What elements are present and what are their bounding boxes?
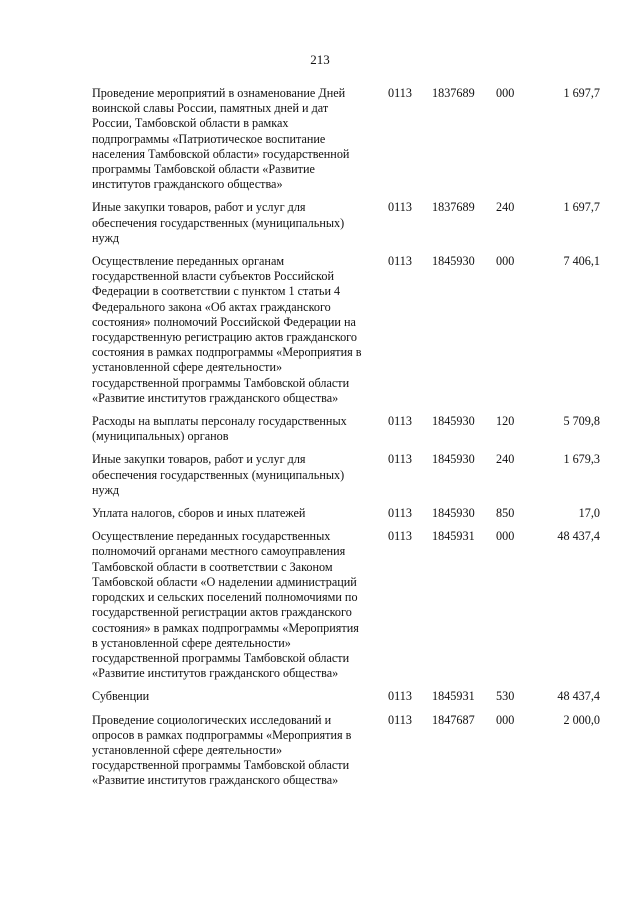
row-section-code: 0113 (388, 506, 412, 521)
table-row (92, 689, 600, 704)
table-row (92, 254, 600, 406)
row-name: Субвенции (92, 689, 150, 704)
row-name: Уплата налогов, сборов и иных платежей (92, 506, 306, 521)
row-amount: 1 697,7 (563, 86, 600, 100)
row-name: Иные закупки товаров, работ и услуг для обеспечения государственных (муниципальных) нужд (92, 200, 345, 245)
row-article-code: 1837689 (432, 200, 475, 215)
row-article-code: 1845930 (432, 506, 475, 521)
row-name: Осуществление переданных органам государственной власти субъектов Российской Федерации в соответствии с пунктом 1 статьи 4 Федерального закона «Об актах гражданского состояния» полномочий Российской Федерации на государственную регистрацию актов гражданского состояния в рамках подпрограммы «Мероприятия в установленной сфере деятельности» государственной программы Тамбовской области «Развитие институтов гражданского общества» (92, 254, 362, 405)
row-article-code: 1845931 (432, 689, 475, 704)
row-amount: 48 437,4 (557, 689, 600, 704)
table-row (92, 86, 600, 192)
row-article-code: 1845931 (432, 529, 475, 544)
table-row (92, 529, 600, 681)
table-row (92, 200, 600, 246)
row-expense-type-code: 000 (496, 86, 515, 100)
row-name: Проведение социологических исследований и опросов в рамках подпрограммы «Мероприятия в установленной сфере деятельности» государственной программы Тамбовской области «Развитие институтов гражданского общества» (92, 712, 352, 788)
row-article-code: 1847687 (432, 712, 475, 727)
row-expense-type-code: 530 (496, 689, 515, 704)
row-expense-type-code: 850 (496, 506, 515, 521)
table-row (92, 414, 600, 444)
row-amount: 1 679,3 (563, 452, 600, 467)
row-section-code: 0113 (388, 529, 412, 544)
row-section-code: 0113 (388, 689, 412, 704)
row-section-code: 0113 (388, 414, 412, 429)
row-amount: 5 709,8 (563, 414, 600, 429)
budget-table (92, 86, 600, 797)
row-expense-type-code: 240 (496, 452, 515, 467)
row-section-code: 0113 (388, 712, 412, 727)
row-amount: 2 000,0 (563, 712, 600, 727)
row-article-code: 1845930 (432, 254, 475, 269)
row-expense-type-code: 120 (496, 414, 515, 429)
row-article-code: 1837689 (432, 86, 475, 100)
row-article-code: 1845930 (432, 414, 475, 429)
row-name: Расходы на выплаты персоналу государственных (муниципальных) органов (92, 414, 347, 444)
row-section-code: 0113 (388, 254, 412, 269)
row-section-code: 0113 (388, 86, 412, 100)
page-number: 213 (310, 52, 330, 67)
row-amount: 48 437,4 (557, 529, 600, 544)
table-row (92, 506, 600, 521)
row-expense-type-code: 240 (496, 200, 515, 215)
row-name: Иные закупки товаров, работ и услуг для обеспечения государственных (муниципальных) нужд (92, 452, 345, 497)
row-expense-type-code: 000 (496, 529, 515, 544)
row-name: Проведение мероприятий в ознаменование Дней воинской славы России, памятных дней и дат России, Тамбовской области в рамках подпрограммы «Патриотическое воспитание населения Тамбовской области» государственной программы Тамбовской области «Развитие институтов гражданского общества» (92, 86, 350, 192)
row-section-code: 0113 (388, 200, 412, 215)
row-amount: 1 697,7 (563, 200, 600, 215)
row-article-code: 1845930 (432, 452, 475, 467)
table-row (92, 452, 600, 498)
row-amount: 17,0 (578, 506, 600, 521)
table-row (92, 713, 600, 789)
row-expense-type-code: 000 (496, 712, 515, 727)
row-section-code: 0113 (388, 452, 412, 467)
row-name: Осуществление переданных государственных полномочий органами местного самоуправления Тамбовской области в соответствии с Законом Тамбовской области «О наделении администраций городских и сельских поселений полномочиями по государственной регистрации актов гражданского состояния» в рамках подпрограммы «Мероприятия в установленной сфере деятельности» государственной программы Тамбовской области «Развитие институтов гражданского общества» (92, 529, 359, 681)
row-expense-type-code: 000 (496, 254, 515, 269)
row-amount: 7 406,1 (563, 254, 600, 269)
